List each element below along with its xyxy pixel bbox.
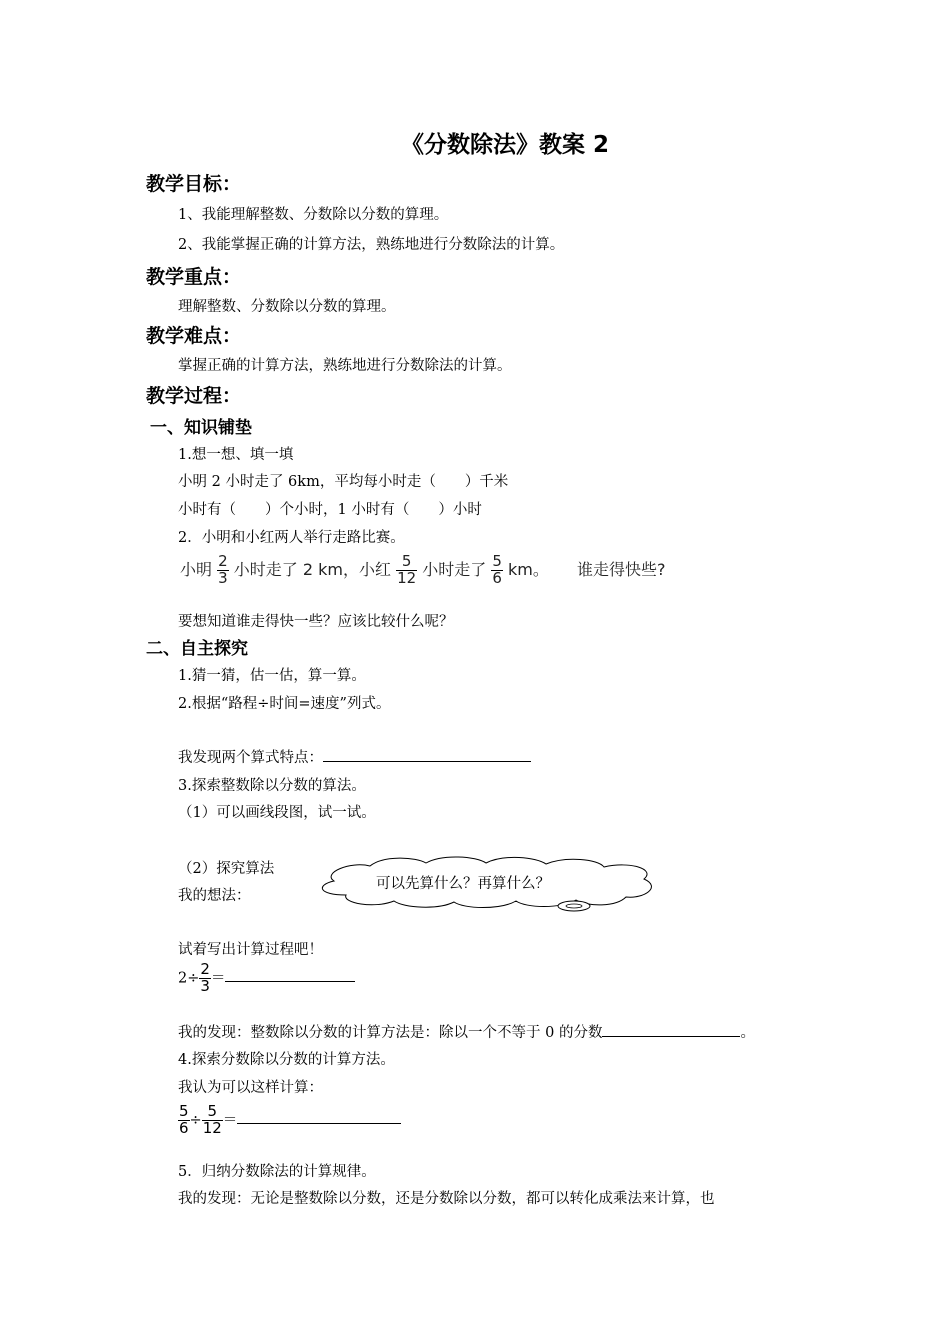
race-fraction-1 (217, 554, 229, 587)
equation-2 (178, 1104, 401, 1137)
features-label: 我发现两个算式特点： (178, 750, 323, 766)
race-text-c: 小时走了 (422, 559, 487, 579)
discovery-1-blank[interactable] (602, 1022, 740, 1037)
difficulties-text: 掌握正确的计算方法，熟练地进行分数除法的计算。 (178, 358, 512, 374)
race-f2-num: 5 (396, 554, 417, 571)
eq2-answer-blank[interactable] (237, 1109, 401, 1124)
part1-line-5: 要想知道谁走得快一些？应该比较什么呢？ (178, 614, 454, 630)
eq2-d1: 6 (179, 1118, 189, 1137)
race-f1-den: 3 (218, 568, 228, 587)
race-problem (180, 554, 666, 587)
part1-line-2: 小明 2 小时走了 6km，平均每小时走（ ）千米 (178, 474, 509, 490)
process-heading: 教学过程： (146, 385, 242, 407)
race-fraction-2 (396, 554, 417, 587)
eq1-fraction (199, 962, 211, 995)
part2-line-1: 1.猜一猜，估一估，算一算。 (178, 668, 366, 684)
part2-line-8: 试着写出计算过程吧！ (178, 942, 323, 958)
part2-line-12: 5．归纳分数除法的计算规律。 (178, 1164, 376, 1180)
cloud-bubble-small (566, 904, 582, 908)
eq2-fraction-1 (178, 1104, 190, 1137)
eq1-equals: ＝ (210, 970, 226, 987)
eq2-divide: ÷ (189, 1112, 202, 1129)
eq1-answer-blank[interactable] (225, 967, 355, 982)
race-question: 谁走得快些? (577, 559, 666, 579)
part1-line-4: 2．小明和小红两人举行走路比赛。 (178, 530, 405, 546)
key-points-text: 理解整数、分数除以分数的算理。 (178, 299, 396, 315)
race-text-a: 小明 (180, 559, 213, 579)
race-f2-den: 12 (397, 568, 417, 587)
part2-line-7: 我的想法： (178, 888, 251, 904)
key-points-heading: 教学重点： (146, 266, 242, 288)
part2-line-9 (178, 1021, 755, 1042)
page-title: 《分数除法》教案 2 (400, 132, 609, 158)
part2-line-5: （1）可以画线段图，试一试。 (178, 805, 376, 821)
part2-line-10: 4.探索分数除以分数的计算方法。 (178, 1052, 395, 1068)
eq1-lead: 2÷ (178, 970, 200, 987)
race-text-d: km。 (508, 559, 549, 579)
eq2-fraction-2 (202, 1104, 223, 1137)
part2-line-2: 2.根据“路程÷时间=速度”列式。 (178, 696, 391, 712)
goal-item-2: 2、我能掌握正确的计算方法，熟练地进行分数除法的计算。 (178, 237, 565, 253)
part2-line-11: 我认为可以这样计算： (178, 1080, 323, 1096)
equation-1 (178, 962, 355, 995)
difficulties-heading: 教学难点： (146, 325, 242, 347)
part2-heading: 二、自主探究 (146, 639, 248, 659)
part2-line-6: （2）探究算法 (178, 861, 275, 877)
part2-line-3 (178, 746, 531, 767)
eq2-n1: 5 (179, 1102, 189, 1120)
race-f1-num: 2 (218, 552, 228, 570)
discovery-1-end: 。 (740, 1025, 755, 1041)
race-f3-num: 5 (492, 552, 502, 570)
cloud-text: 可以先算什么？再算什么？ (376, 876, 550, 892)
eq2-n2: 5 (202, 1104, 223, 1121)
eq2-d2: 12 (202, 1118, 222, 1137)
part1-line-1: 1.想一想、填一填 (178, 447, 294, 463)
race-text-b: 小时走了 2 km，小红 (233, 559, 391, 579)
features-blank[interactable] (323, 747, 531, 762)
part2-line-13: 我的发现：无论是整数除以分数，还是分数除以分数，都可以转化成乘法来计算，也 (178, 1191, 715, 1207)
eq1-den: 3 (200, 976, 210, 995)
part2-line-4: 3.探索整数除以分数的算法。 (178, 778, 366, 794)
eq2-equals: ＝ (222, 1112, 238, 1129)
part1-line-3: 小时有（ ）个小时，1 小时有（ ）小时 (178, 502, 482, 518)
part1-heading: 一、知识铺垫 (150, 418, 252, 438)
eq1-num: 2 (200, 960, 210, 978)
race-f3-den: 6 (492, 568, 502, 587)
race-fraction-3 (491, 554, 503, 587)
goal-item-1: 1、我能理解整数、分数除以分数的算理。 (178, 207, 449, 223)
discovery-1-text: 我的发现：整数除以分数的计算方法是：除以一个不等于 0 的分数 (178, 1025, 603, 1041)
goals-heading: 教学目标： (146, 173, 242, 195)
